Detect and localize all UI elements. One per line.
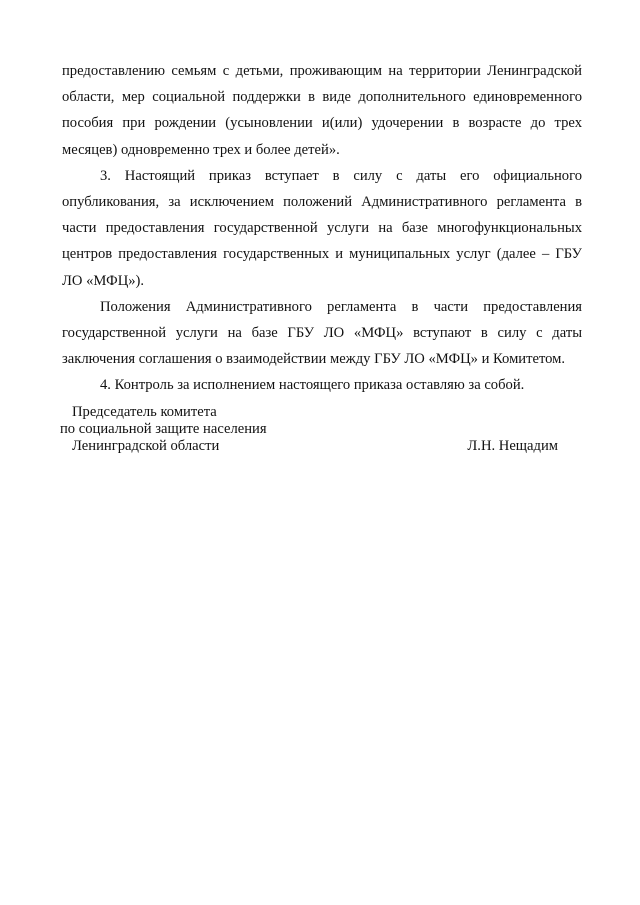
signature-last-line xyxy=(72,438,558,455)
signatory-region: Ленинградской области xyxy=(72,438,220,454)
signature-block xyxy=(60,404,572,455)
paragraph-continuation: предоставлению семьям с детьми, проживающим на территории Ленинградской области, мер социальной поддержки в виде дополнительного единовременного пособия при рождении (усыновлении и(или) удочерении в возрасте до трех месяцев) одновременно трех и более детей». xyxy=(62,63,582,158)
document-body xyxy=(62,58,582,399)
signatory-name: Л.Н. Нещадим xyxy=(467,438,558,454)
signatory-position: Председатель комитета xyxy=(72,404,217,420)
paragraph-item-3: 3. Настоящий приказ вступает в силу с даты его официального опубликования, за исключением положений Административного регламента в части предоставления государственной услуги на базе многофункциональных центров предоставления государственных и муниципальных услуг (далее – ГБУ ЛО «МФЦ»). xyxy=(62,167,582,289)
signatory-committee: по социальной защите населения xyxy=(60,421,267,437)
paragraph-item-4: 4. Контроль за исполнением настоящего приказа оставляю за собой. xyxy=(100,377,525,394)
paragraph-mfc-provisions: Положения Административного регламента в части предоставления государственной услуги на базе ГБУ ЛО «МФЦ» вступают в силу с даты заключения соглашения о взаимодействии между ГБУ ЛО «МФЦ» и Комитетом. xyxy=(62,298,582,368)
